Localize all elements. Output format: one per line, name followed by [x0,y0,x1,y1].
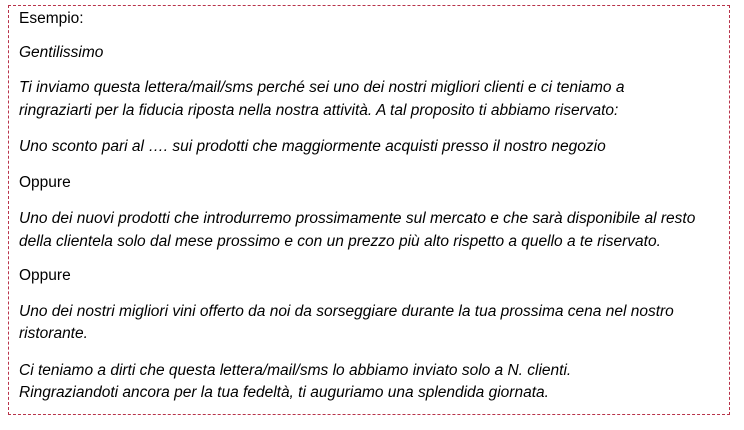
intro-paragraph-line-1: Ti inviamo questa lettera/mail/sms perché sei uno dei nostri migliori clienti e ci teniamo a [19,79,625,96]
option-wine-line-1: Uno dei nostri migliori vini offerto da noi da sorseggiare durante la tua prossima cena nel nostro [19,303,674,320]
intro-paragraph-line-2: ringraziarti per la fiducia riposta nella nostra attività. A tal proposito ti abbiamo riservato: [19,102,619,119]
closing-line-1: Ci teniamo a dirti che questa lettera/mail/sms lo abbiamo inviato solo a N. clienti. [19,362,572,379]
example-letter-box [8,5,730,415]
option-wine-line-2: ristorante. [19,325,88,342]
oppure-separator-1: Oppure [19,174,71,191]
closing-line-2: Ringraziandoti ancora per la tua fedeltà, ti auguriamo una splendida giornata. [19,384,549,401]
salutation: Gentilissimo [19,44,104,61]
oppure-separator-2: Oppure [19,267,71,284]
option-new-product-line-1: Uno dei nuovi prodotti che introdurremo prossimamente sul mercato e che sarà disponibile al resto [19,210,696,227]
example-heading: Esempio: [19,10,84,27]
option-new-product-line-2: della clientela solo dal mese prossimo e con un prezzo più alto rispetto a quello a te riservato. [19,233,661,250]
option-discount: Uno sconto pari al …. sui prodotti che maggiormente acquisti presso il nostro negozio [19,138,606,155]
